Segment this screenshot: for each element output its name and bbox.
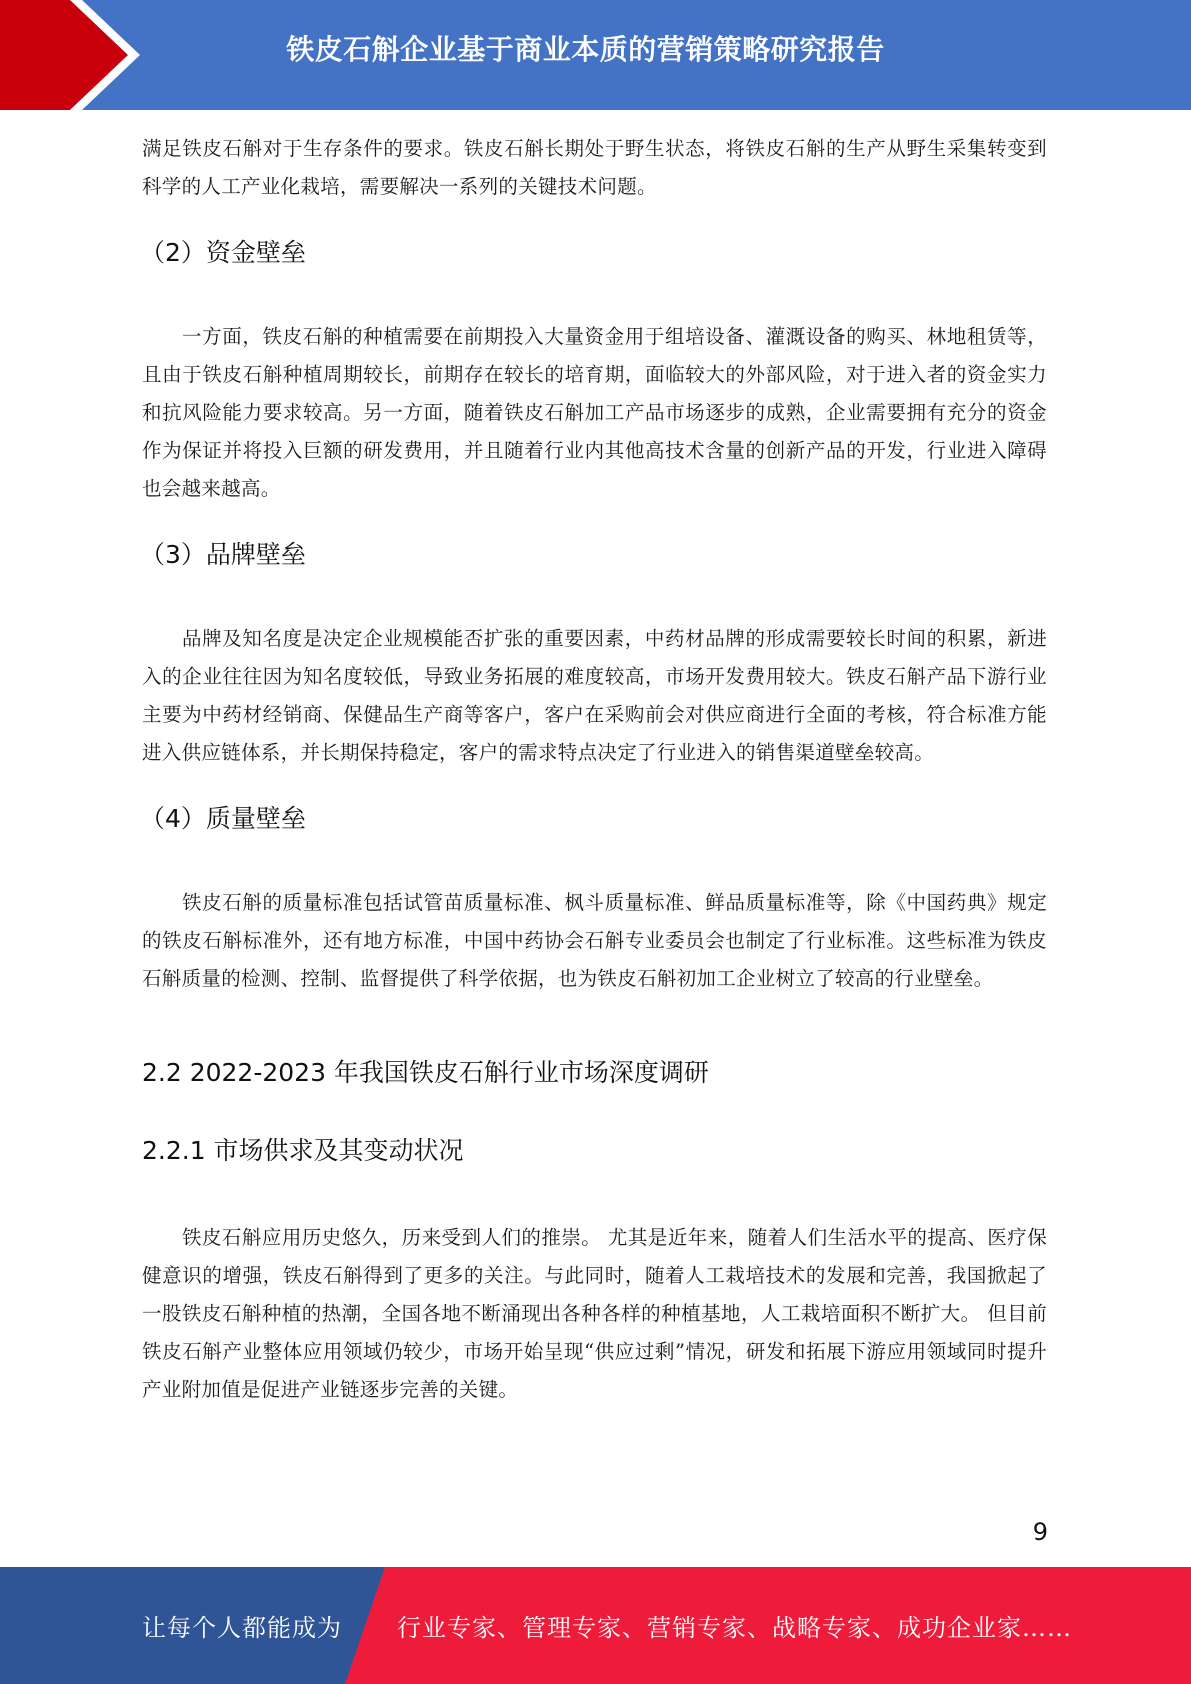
- section-heading-capital-barrier: （2）资金壁垒: [140, 238, 306, 267]
- report-title: 铁皮石斛企业基于商业本质的营销策略研究报告: [286, 33, 885, 66]
- section-heading-brand-barrier: （3）品牌壁垒: [140, 540, 306, 569]
- section-heading-quality-barrier: （4）质量壁垒: [140, 804, 306, 833]
- subchapter-heading: 2.2.1 市场供求及其变动状况: [142, 1136, 464, 1165]
- chapter-heading: 2.2 2022-2023 年我国铁皮石斛行业市场深度调研: [142, 1058, 709, 1087]
- footer-slogan-right: 行业专家、管理专家、营销专家、战略专家、成功企业家……: [397, 1614, 1072, 1642]
- intro-paragraph: 满足铁皮石斛对于生存条件的要求。铁皮石斛长期处于野生状态，将铁皮石斛的生产从野生采集转变到科学的人工产业化栽培，需要解决一系列的关键技术问题。: [142, 137, 1047, 198]
- section-paragraph-brand-barrier: 品牌及知名度是决定企业规模能否扩张的重要因素，中药材品牌的形成需要较长时间的积累，新进入的企业往往因为知名度较低，导致业务拓展的难度较高，市场开发费用较大。铁皮石斛产品下游行业主要为中药材经销商、保健品生产商等客户，客户在采购前会对供应商进行全面的考核，符合标准方能进入供应链体系，并长期保持稳定，客户的需求特点决定了行业进入的销售渠道壁垒较高。: [142, 627, 1047, 764]
- header-arrow-decoration: [0, 0, 160, 110]
- page-footer: [0, 1567, 1191, 1684]
- page-header: [0, 0, 1191, 110]
- subchapter-paragraph: 铁皮石斛应用历史悠久，历来受到人们的推崇。 尤其是近年来，随着人们生活水平的提高、医疗保健意识的增强，铁皮石斛得到了更多的关注。与此同时，随着人工栽培技术的发展和完善，我国掀起了一股铁皮石斛种植的热潮，全国各地不断涌现出各种各样的种植基地，人工栽培面积不断扩大。 但目前铁皮石斛产业整体应用领域仍较少，市场开始呈现“供应过剩”情况，研发和拓展下游应用领域同时提升产业附加值是促进产业链逐步完善的关键。: [142, 1226, 1047, 1401]
- page-content: [142, 130, 1047, 1409]
- section-paragraph-capital-barrier: 一方面，铁皮石斛的种植需要在前期投入大量资金用于组培设备、灌溉设备的购买、林地租赁等，且由于铁皮石斛种植周期较长，前期存在较长的培育期，面临较大的外部风险，对于进入者的资金实力和抗风险能力要求较高。另一方面，随着铁皮石斛加工产品市场逐步的成熟，企业需要拥有充分的资金作为保证并将投入巨额的研发费用，并且随着行业内其他高技术含量的创新产品的开发，行业进入障碍也会越来越高。: [142, 325, 1047, 500]
- footer-slogan-left: 让每个人都能成为: [142, 1614, 342, 1642]
- page-number: 9: [1032, 1518, 1048, 1546]
- section-paragraph-quality-barrier: 铁皮石斛的质量标准包括试管苗质量标准、枫斗质量标准、鲜品质量标准等，除《中国药典》规定的铁皮石斛标准外，还有地方标准，中国中药协会石斛专业委员会也制定了行业标准。这些标准为铁皮石斛质量的检测、控制、监督提供了科学依据，也为铁皮石斛初加工企业树立了较高的行业壁垒。: [142, 891, 1047, 990]
